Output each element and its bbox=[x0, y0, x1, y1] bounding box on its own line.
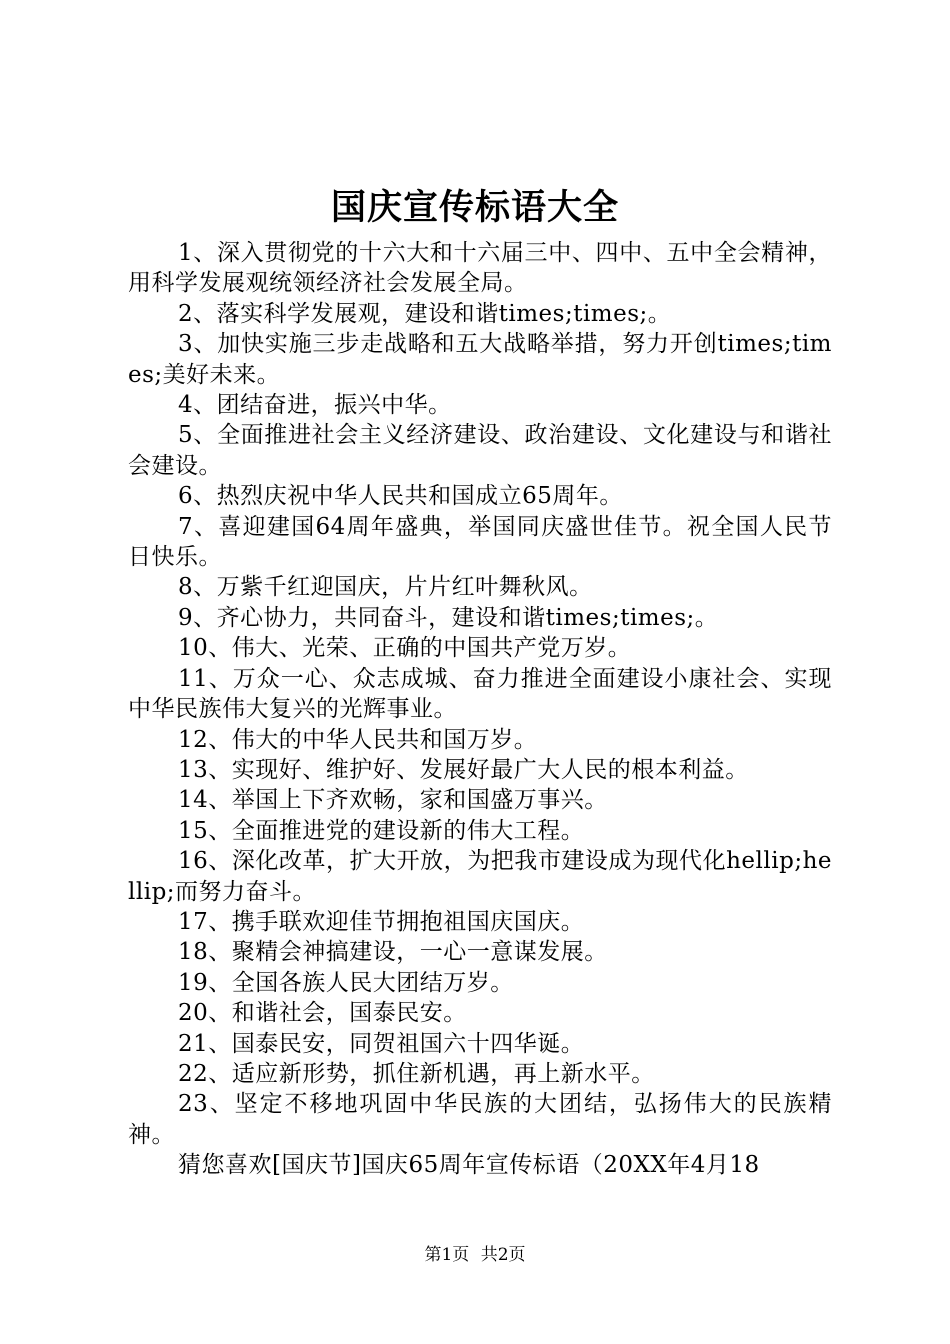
slogan-paragraph: 10、伟大、光荣、正确的中国共产党万岁。 bbox=[178, 635, 632, 662]
slogan-paragraph: 17、携手联欢迎佳节拥抱祖国庆国庆。 bbox=[178, 908, 585, 935]
page-number-current: 第1页 bbox=[424, 1245, 470, 1265]
slogan-paragraph: 20、和谐社会，国泰民安。 bbox=[178, 1000, 467, 1027]
slogan-paragraph: 15、全面推进党的建设新的伟大工程。 bbox=[178, 817, 585, 844]
slogan-paragraph: 12、伟大的中华人民共和国万岁。 bbox=[178, 726, 538, 753]
slogan-paragraph: 21、国泰民安，同贺祖国六十四华诞。 bbox=[178, 1030, 585, 1057]
slogan-paragraph: 11、万众一心、众志成城、奋力推进全面建设小康社会、实现中华民族伟大复兴的光辉事业。 bbox=[128, 665, 832, 723]
document-body bbox=[128, 238, 832, 1181]
document-title: 国庆宣传标语大全 bbox=[330, 187, 619, 228]
slogan-paragraph: 23、坚定不移地巩固中华民族的大团结，弘扬伟大的民族精神。 bbox=[128, 1091, 832, 1148]
slogan-paragraph: 7、喜迎建国64周年盛典，举国同庆盛世佳节。祝全国人民节日快乐。 bbox=[128, 513, 832, 571]
slogan-paragraph: 6、热烈庆祝中华人民共和国成立65周年。 bbox=[178, 483, 623, 510]
related-article-line: 猜您喜欢[国庆节]国庆65周年宣传标语（20XX年4月18 bbox=[178, 1152, 760, 1179]
page-number-total: 共2页 bbox=[480, 1245, 526, 1265]
slogan-paragraph: 22、适应新形势，抓住新机遇，再上新水平。 bbox=[178, 1060, 655, 1087]
slogan-paragraph: 19、全国各族人民大团结万岁。 bbox=[178, 969, 514, 996]
slogan-paragraph: 13、实现好、维护好、发展好最广大人民的根本利益。 bbox=[178, 756, 749, 783]
slogan-paragraph: 18、聚精会神搞建设，一心一意谋发展。 bbox=[178, 939, 608, 966]
slogan-paragraph: 14、举国上下齐欢畅，家和国盛万事兴。 bbox=[178, 787, 608, 814]
slogan-paragraph: 9、齐心协力，共同奋斗，建设和谐times;times;。 bbox=[178, 604, 719, 631]
slogan-paragraph: 8、万紫千红迎国庆，片片红叶舞秋风。 bbox=[178, 574, 593, 601]
slogan-paragraph: 16、深化改革，扩大开放，为把我市建设成为现代化hellip;hellip;而努力奋斗。 bbox=[128, 848, 832, 905]
slogan-paragraph: 1、深入贯彻党的十六大和十六届三中、四中、五中全会精神，用科学发展观统领经济社会发展全局。 bbox=[128, 240, 832, 297]
slogan-paragraph: 4、团结奋进，振兴中华。 bbox=[178, 392, 452, 419]
slogan-paragraph: 2、落实科学发展观，建设和谐times;times;。 bbox=[178, 300, 672, 327]
slogan-paragraph: 5、全面推进社会主义经济建设、政治建设、文化建设与和谐社会建设。 bbox=[128, 422, 832, 479]
slogan-paragraph: 3、加快实施三步走战略和五大战略举措，努力开创times;times;美好未来。 bbox=[128, 331, 832, 388]
page-footer bbox=[0, 1244, 950, 1266]
